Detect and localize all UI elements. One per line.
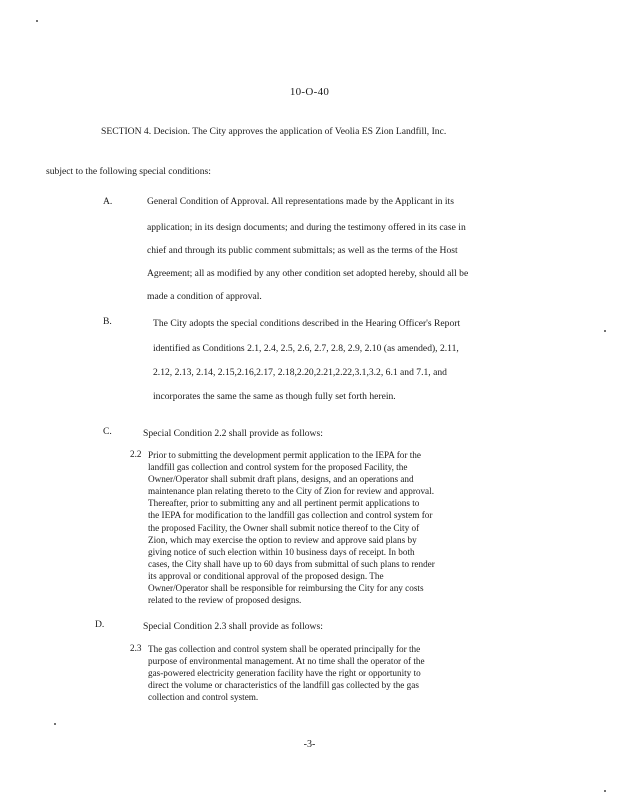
item-a-line: General Condition of Approval. All representations made by the Applicant in its	[147, 196, 454, 207]
item-c-condition-number: 2.2	[130, 449, 142, 459]
scan-speck	[604, 790, 606, 792]
item-c-condition-line: maintenance plan relating thereto to the City of Zion for review and approval.	[148, 486, 434, 497]
item-a-line: application; in its design documents; and during the testimony offered in its case in	[147, 222, 466, 233]
item-d-condition-line: The gas collection and control system shall be operated principally for the	[148, 644, 421, 654]
item-c-heading: Special Condition 2.2 shall provide as follows:	[143, 428, 323, 439]
item-c-condition-line: giving notice of such election within 10 business days of receipt. In both	[148, 546, 415, 557]
item-c-condition-line: Owner/Operator shall be responsible for reimbursing the City for any costs	[148, 583, 424, 594]
item-a-line: made a condition of approval.	[147, 291, 262, 302]
scan-speck	[54, 723, 56, 725]
item-c-condition-line: Thereafter, prior to submitting any and all pertinent permit applications to	[148, 498, 420, 509]
item-c-condition-line: cases, the City shall have up to 60 days from submittal of such plans to render	[148, 558, 435, 569]
item-b-line: incorporates the same the same as though fully set forth herein.	[153, 391, 396, 402]
item-d-label: D.	[95, 619, 105, 630]
item-d-condition-text	[148, 643, 425, 703]
item-a-line: chief and through its public comment submittals; as well as the terms of the Host	[147, 245, 458, 256]
item-b-label: B.	[103, 316, 112, 327]
section-4-intro: SECTION 4. Decision. The City approves the application of Veolia ES Zion Landfill, Inc.	[101, 126, 447, 137]
item-c-condition-line: Owner/Operator shall submit draft plans, designs, and an operations and	[148, 474, 414, 485]
item-c-condition-text	[148, 449, 435, 606]
page-number: -3-	[303, 739, 316, 750]
item-d-condition-line: collection and control system.	[148, 692, 259, 703]
item-a-label: A.	[103, 196, 113, 207]
item-d-condition-line: direct the volume or characteristics of the landfill gas collected by the gas	[148, 680, 419, 691]
item-b-line: The City adopts the special conditions described in the Hearing Officer's Report	[153, 318, 461, 329]
item-c-condition-line: the proposed Facility, the Owner shall submit notice thereof to the City of	[148, 522, 420, 533]
document-number: 10-O-40	[289, 86, 330, 98]
item-d-condition-line: purpose of environmental management. At no time shall the operator of the	[148, 656, 425, 667]
item-c-condition-line: the IEPA for modification to the landfill gas collection and control system for	[148, 510, 433, 521]
item-d-condition-number: 2.3	[130, 643, 142, 653]
item-d-heading: Special Condition 2.3 shall provide as follows:	[143, 621, 323, 632]
section-4-intro-continued: subject to the following special conditions:	[46, 166, 211, 177]
item-c-condition-line: Zion, which may exercise the option to review and approve said plans by	[148, 534, 417, 545]
item-a-line: Agreement; all as modified by any other condition set adopted hereby, should all be	[147, 268, 469, 279]
item-c-condition-line: Prior to submitting the development permit application to the IEPA for the	[148, 450, 421, 460]
item-b-line: 2.12, 2.13, 2.14, 2.15,2.16,2.17, 2.18,2.20,2.21,2.22,3.1,3.2, 6.1 and 7.1, and	[153, 367, 447, 378]
scan-speck	[604, 330, 606, 332]
item-c-condition-line: landfill gas collection and control system for the proposed Facility, the	[148, 462, 408, 473]
item-d-condition-line: gas-powered electricity generation facility have the right or opportunity to	[148, 668, 421, 679]
item-c-condition-line: related to the review of proposed designs.	[148, 595, 302, 606]
item-c-label: C.	[103, 426, 112, 437]
item-c-condition-line: its approval or conditional approval of the proposed design. The	[148, 570, 384, 581]
scan-speck	[36, 20, 38, 22]
item-b-line: identified as Conditions 2.1, 2.4, 2.5, 2.6, 2.7, 2.8, 2.9, 2.10 (as amended), 2.11,	[153, 343, 459, 354]
